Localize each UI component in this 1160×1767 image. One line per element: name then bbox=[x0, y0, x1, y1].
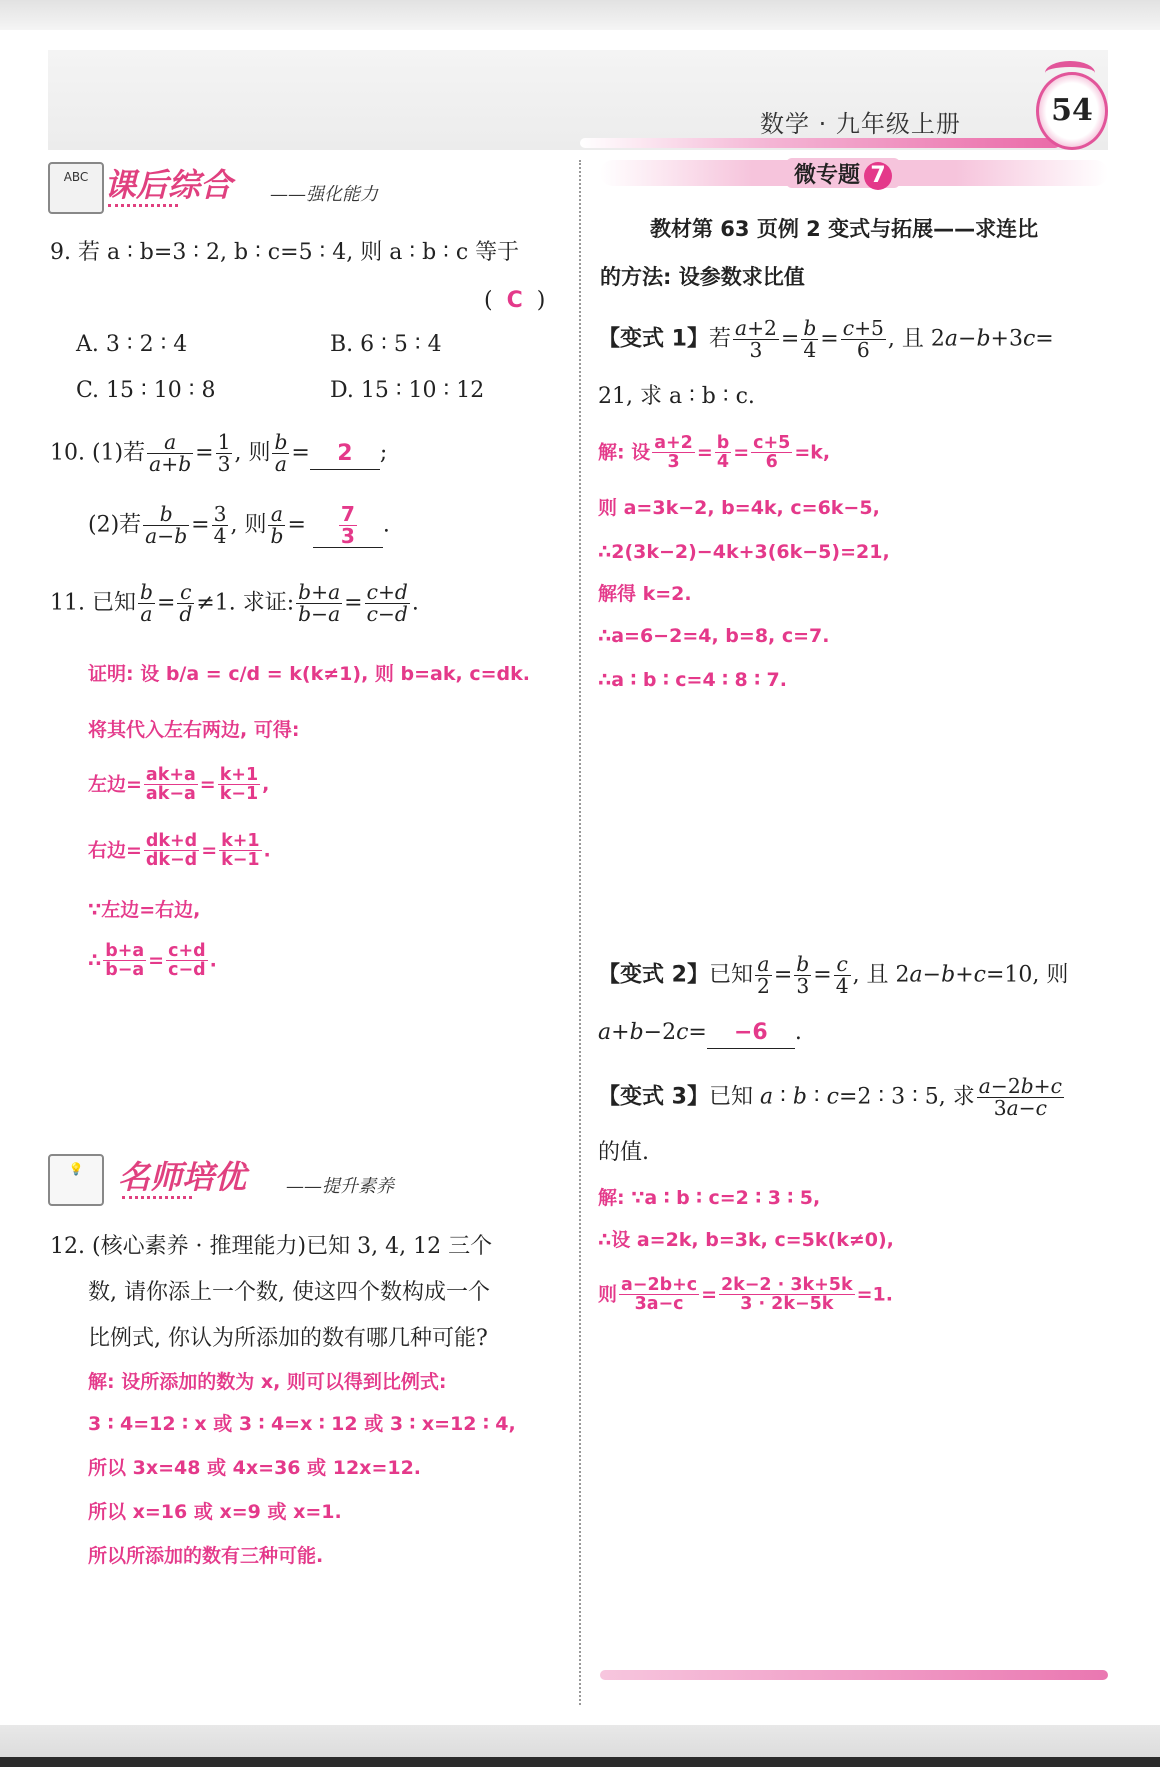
book-icon: ABC bbox=[48, 162, 104, 214]
proof-conclusion: ∴ $\frac{b+a}{b-a}$ = $\frac{c+d}{c-d}$ . bbox=[88, 941, 217, 981]
question-10-part-1: 10. (1)若 $\frac{a}{a+b}$ = $\frac{1}{3}$ , 则 $\frac{b}{a}$ = 2 ; bbox=[50, 430, 388, 477]
proof-left-side: 左边= $\frac{ak+a}{ak-a}$ = $\frac{k+1}{k-1}$ , bbox=[88, 765, 270, 805]
proof-line-2: 将其代入左右两边, 可得: bbox=[88, 719, 300, 741]
variant-1-solution-2: 则 a=3k−2, b=4k, c=6k−5, bbox=[598, 497, 880, 519]
variant-1-solution-6: ∴a ∶ b ∶ c=4 ∶ 8 ∶ 7. bbox=[598, 669, 787, 691]
column-divider bbox=[579, 160, 581, 1705]
question-12-line-2: 数, 请你添上一个数, 使这四个数构成一个 bbox=[88, 1280, 490, 1305]
lamp-icon: 💡 bbox=[48, 1154, 104, 1206]
option-b: B. 6 ∶ 5 ∶ 4 bbox=[330, 332, 442, 357]
solution-12-line-3: 所以 3x=48 或 4x=36 或 12x=12. bbox=[88, 1457, 422, 1479]
question-12-line-1: 12. (核心素养 · 推理能力)已知 3, 4, 12 三个 bbox=[50, 1234, 493, 1259]
variant-1-solution-5: ∴a=6−2=4, b=8, c=7. bbox=[598, 625, 830, 647]
variant-1-solution-4: 解得 k=2. bbox=[598, 583, 692, 605]
variant-3-stem: 【变式 3】已知 a ∶ b ∶ c=2 ∶ 3 ∶ 5, 求 $\frac{a-2b+c}{3a-c}$ bbox=[598, 1074, 1062, 1121]
page-number-badge: 54 bbox=[1036, 72, 1108, 150]
variant-1-stem: 【变式 1】若 $\frac{a+2}{3}$ = $\frac{b}{4}$ = $\frac{c+5}{6}$ , 且 2a−b+3c= bbox=[598, 316, 1054, 363]
solution-12-line-1: 解: 设所添加的数为 x, 则可以得到比例式: bbox=[88, 1371, 447, 1393]
solution-12-line-2: 3 ∶ 4=12 ∶ x 或 3 ∶ 4=x ∶ 12 或 3 ∶ x=12 ∶ 4, bbox=[88, 1413, 516, 1435]
section-subtitle: ——提升素养 bbox=[286, 1176, 394, 1197]
question-10-part-2: (2)若 $\frac{b}{a-b}$ = $\frac{3}{4}$ , 则 $\frac{a}{b}$ = $\frac{7}{3}$ . bbox=[88, 502, 390, 549]
solution-12-line-5: 所以所添加的数有三种可能. bbox=[88, 1545, 324, 1567]
micro-intro-line-1: 教材第 63 页例 2 变式与拓展——求连比 bbox=[650, 217, 1039, 241]
proof-right-side: 右边= $\frac{dk+d}{dk-d}$ = $\frac{k+1}{k-1}$ . bbox=[88, 831, 271, 871]
variant-3-solution-1: 解: ∵a ∶ b ∶ c=2 ∶ 3 ∶ 5, bbox=[598, 1187, 821, 1209]
micro-intro-line-2: 的方法: 设参数求比值 bbox=[600, 265, 805, 289]
question-12-line-3: 比例式, 你认为所添加的数有哪几种可能? bbox=[88, 1326, 488, 1351]
section-header-after-class bbox=[48, 158, 428, 214]
bottom-decoration bbox=[600, 1670, 1108, 1680]
bottom-frame bbox=[0, 1725, 1160, 1767]
book-title: 数学 · 九年级上册 bbox=[760, 110, 961, 138]
section-title: 名师培优 bbox=[118, 1152, 246, 1198]
section-title: 课后综合 bbox=[104, 160, 232, 206]
proof-line-1: 证明: 设 b/a = c/d = k(k≠1), 则 b=ak, c=dk. bbox=[88, 663, 530, 685]
option-c: C. 15 ∶ 10 ∶ 8 bbox=[76, 378, 216, 403]
question-9-stem: 9. 若 a ∶ b=3 ∶ 2, b ∶ c=5 ∶ 4, 则 a ∶ b ∶ c 等于 bbox=[50, 240, 520, 265]
variant-2-stem: 【变式 2】已知 $\frac{a}{2}$ = $\frac{b}{3}$ = $\frac{c}{4}$ , 且 2a−b+c=10, 则 bbox=[598, 952, 1069, 999]
section-subtitle: ——强化能力 bbox=[270, 184, 378, 205]
variant-3-solution-3: 则 $\frac{a-2b+c}{3a-c}$ = $\frac{2k-2 \cdot 3k+5k}{3 \cdot 2k-5k}$ =1. bbox=[598, 1275, 893, 1315]
proof-line-5: ∵左边=右边, bbox=[88, 899, 201, 921]
variant-2-expression: a+b−2c= −6 . bbox=[598, 1018, 802, 1049]
solution-12-line-4: 所以 x=16 或 x=9 或 x=1. bbox=[88, 1501, 342, 1523]
question-11-stem: 11. 已知 $\frac{b}{a}$ = $\frac{c}{d}$ ≠1. 求证: $\frac{b+a}{b-a}$ = $\frac{c+d}{c-d}$ . bbox=[50, 580, 419, 627]
variant-3-solution-2: ∴设 a=2k, b=3k, c=5k(k≠0), bbox=[598, 1229, 894, 1251]
section-header-teacher bbox=[48, 1150, 448, 1206]
question-9-answer: ( C ) bbox=[484, 288, 546, 313]
option-d: D. 15 ∶ 10 ∶ 12 bbox=[330, 378, 485, 403]
variant-1-stem-cont: 21, 求 a ∶ b ∶ c. bbox=[598, 384, 755, 409]
variant-1-solution-3: ∴2(3k−2)−4k+3(6k−5)=21, bbox=[598, 541, 890, 563]
variant-1-solution-1: 解: 设 $\frac{a+2}{3}$ = $\frac{b}{4}$ = $\frac{c+5}{6}$ =k, bbox=[598, 433, 831, 473]
variant-3-stem-cont: 的值. bbox=[598, 1140, 649, 1165]
option-a: A. 3 ∶ 2 ∶ 4 bbox=[76, 332, 188, 357]
top-frame bbox=[0, 0, 1160, 30]
header-stripe bbox=[580, 138, 1060, 148]
micro-topic-label: 微专题 7 bbox=[786, 158, 900, 188]
